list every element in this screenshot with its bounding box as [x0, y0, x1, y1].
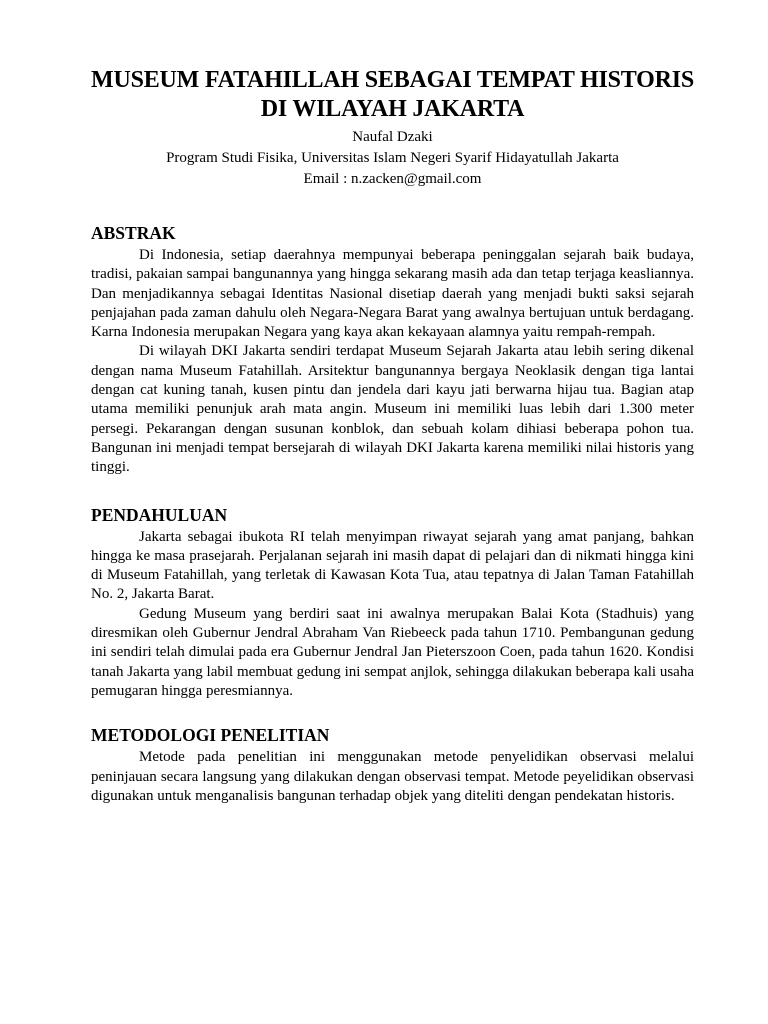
- abstrak-paragraph-2: Di wilayah DKI Jakarta sendiri terdapat Museum Sejarah Jakarta atau lebih sering dikenal dengan nama Museum Fatahillah. Arsitektur bangunannya bergaya Neoklasik dengan tiga lantai dengan cat kuning tanah, kusen pintu dan jendela dari kayu jati berwarna hijau tua. Bagian atap utama memiliki penunjuk arah mata angin. Museum ini memiliki luas lebih dari 1.300 meter persegi. Pekarangan dengan susunan konblok, dan sebuah kolam dihiasi beberapa pohon tua. Bangunan ini menjadi tempat bersejarah di wilayah DKI Jakarta karena memiliki nilai historis yang tinggi.: [91, 343, 694, 476]
- metodologi-heading: METODOLOGI PENELITIAN: [91, 725, 330, 746]
- abstrak-paragraph-1: Di Indonesia, setiap daerahnya mempunyai beberapa peninggalan sejarah baik budaya, tradisi, pakaian sampai bangunannya yang hingga sekarang masih ada dan tetap terjaga keasliannya. Dan menjadikannya sebagai Identitas Nasional disetiap daerah yang menjadi bukti saksi sejarah penjajahan pada zaman dahulu oleh Negara-Negara Barat yang awalnya bertujuan untuk berdagang. Karna Indonesia merupakan Negara yang kaya akan kekayaan alamnya yaitu rempah-rempah.: [91, 247, 694, 341]
- author-name: Naufal Dzaki: [352, 129, 433, 145]
- pendahuluan-paragraph-2: Gedung Museum yang berdiri saat ini awalnya merupakan Balai Kota (Stadhuis) yang diresmikan oleh Gubernur Jendral Abraham Van Riebeeck pada tahun 1710. Pembangunan gedung ini sendiri telah dimulai pada era Gubernur Jendral Jan Pieterszoon Coen, pada tahun 1620. Kondisi tanah Jakarta yang labil membuat gedung ini sempat anjlok, sehingga dilakukan beberapa kali usaha pemugaran hingga peresmiannya.: [91, 605, 694, 699]
- author-block: [91, 127, 694, 190]
- abstrak-heading: ABSTRAK: [91, 223, 176, 243]
- pendahuluan-paragraph-1: Jakarta sebagai ibukota RI telah menyimpan riwayat sejarah yang amat panjang, bahkan hingga ke masa prasejarah. Perjalanan sejarah ini masih dapat di pelajari dan di nikmati hingga kini di Museum Fatahillah, yang terletak di Kawasan Kota Tua, atau tepatnya di Jalan Taman Fatahillah No. 2, Jakarta Barat.: [91, 528, 694, 603]
- author-affiliation: Program Studi Fisika, Universitas Islam Negeri Syarif Hidayatullah Jakarta: [166, 150, 619, 166]
- pendahuluan-heading: PENDAHULUAN: [91, 504, 228, 525]
- author-email: Email : n.zacken@gmail.com: [303, 171, 482, 187]
- paper-title: [91, 66, 694, 124]
- paper-title-line-1: MUSEUM FATAHILLAH SEBAGAI TEMPAT HISTORIS: [91, 67, 695, 93]
- paper-title-line-2: DI WILAYAH JAKARTA: [260, 96, 525, 122]
- metodologi-paragraph-1: Metode pada penelitian ini menggunakan metode penyelidikan observasi melalui peninjauan secara langsung yang dilakukan dengan observasi tempat. Metode peyelidikan observasi digunakan untuk menganalisis bangunan terhadap objek yang diteliti dengan pendekatan historis.: [91, 749, 694, 804]
